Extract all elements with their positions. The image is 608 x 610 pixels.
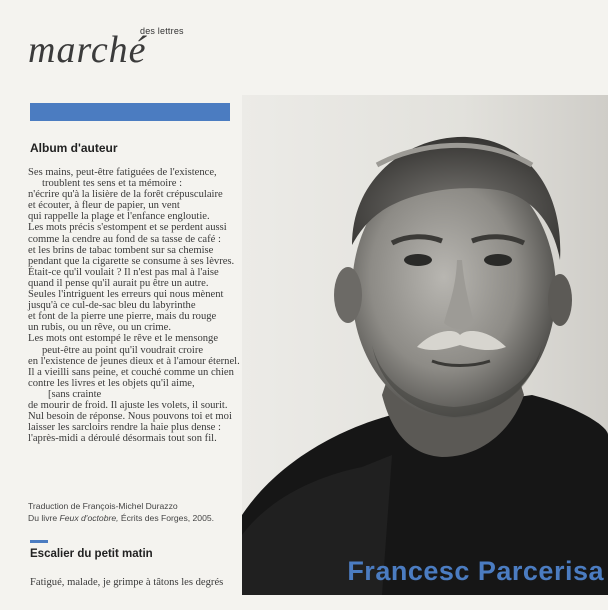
poem-line: Il a vieilli sans peine, et couché comme un chien	[28, 366, 234, 378]
poem-line: [sans crainte	[48, 388, 102, 400]
poem-line: en l'existence de jeunes dieux et à l'amour éternel.	[28, 355, 240, 367]
poem-text	[28, 167, 250, 444]
poem-line: et les brins de tabac tombent sur sa chemise	[28, 244, 214, 256]
second-poem-title: Escalier du petit matin	[30, 548, 153, 560]
poem-line: peut-être au point qu'il voudrait croire	[42, 344, 204, 356]
author-name: Francesc Parcerisa	[347, 556, 604, 586]
author-portrait-photo	[242, 95, 608, 595]
poem-line: qui rappelle la plage et l'enfance engloutie.	[28, 211, 210, 223]
credit-source	[28, 512, 268, 524]
poem-line: et écouter, à fleur de papier, un vent	[28, 200, 180, 212]
masthead-title: marché	[28, 29, 147, 71]
poem-line: Ses mains, peut-être fatiguées de l'existence,	[28, 167, 217, 178]
poem-line: un rubis, ou un rêve, ou un crime.	[28, 322, 171, 334]
poem-line: comme la cendre au fond de sa tasse de café :	[28, 233, 221, 245]
poem-line: Seules l'intriguent les erreurs qui nous mènent	[28, 289, 224, 301]
translation-credit	[28, 500, 268, 524]
poem-line: l'après-midi a déroulé désormais tout son fil.	[28, 433, 217, 445]
poem-line: quand il pense qu'il aurait pu être un autre.	[28, 277, 209, 289]
credit-translator: Traduction de François-Michel Durazzo	[28, 501, 178, 511]
poem-line: Les mots ont estompé le rêve et le mensonge	[28, 333, 219, 345]
poem-line: contre les livres et les objets qu'il aime,	[28, 377, 195, 389]
section-title: Album d'auteur	[30, 141, 118, 155]
section-dash	[30, 540, 48, 543]
poem-line: n'écrire qu'à la lisière de la forêt crépusculaire	[28, 189, 223, 201]
masthead-logo	[28, 22, 188, 72]
second-poem-first-line: Fatigué, malade, je grimpe à tâtons les degrés	[30, 577, 224, 588]
poem-line: jusqu'à ce cul-de-sac bleu du labyrinthe	[28, 300, 196, 312]
poem-line: pendant que la cigarette se consume à ses lèvres.	[28, 255, 235, 267]
section-color-bar	[30, 103, 230, 121]
credit-book-title: Feux d'octobre,	[59, 513, 119, 523]
poem-line: Les mots précis s'estompent et se perdent aussi	[28, 222, 227, 234]
poem-line: Nul besoin de réponse. Nous pouvons toi et moi	[28, 411, 232, 423]
credit-source-prefix: Du livre	[28, 513, 58, 523]
poem-line: laisser les sarcloirs rendre la haie plus dense :	[28, 422, 221, 434]
poem-line: et font de la pierre une pierre, mais du rouge	[28, 311, 217, 323]
poem-line: de mourir de froid. Il ajuste les volets, il sourit.	[28, 399, 228, 411]
masthead-small-text: des lettres	[140, 26, 184, 36]
poem-line: Était-ce qu'il voulait ? Il n'est pas mal à l'aise	[28, 266, 219, 278]
credit-publisher: Écrits des Forges, 2005.	[120, 513, 215, 523]
poem-line: troublent tes sens et ta mémoire :	[42, 178, 183, 190]
